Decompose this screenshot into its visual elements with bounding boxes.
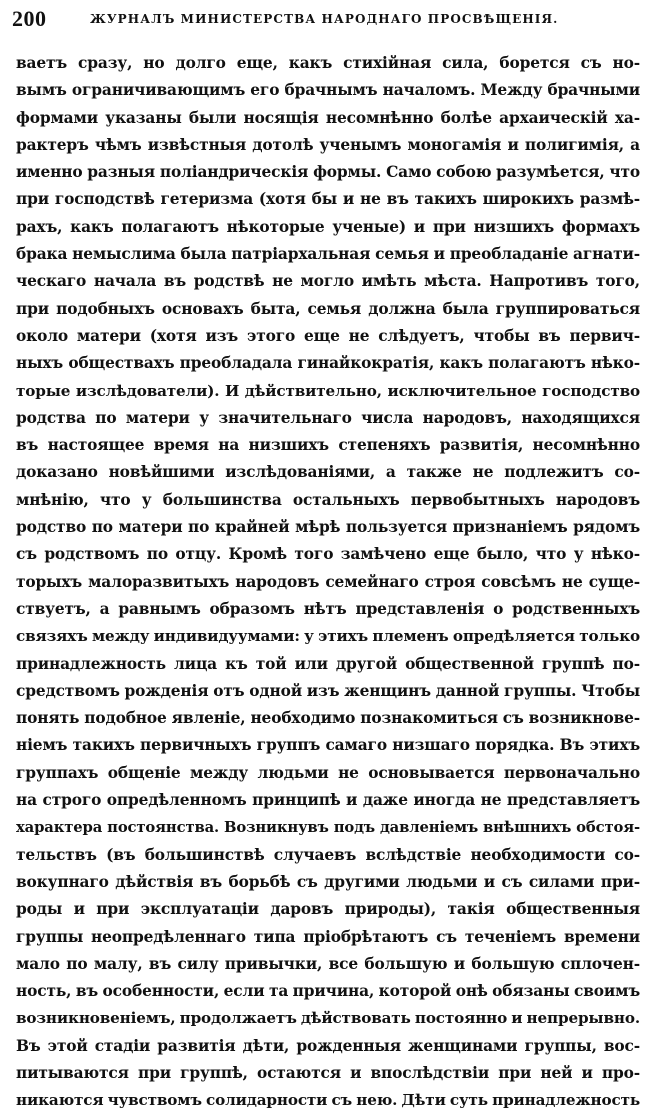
text-line: доказано новѣйшими изслѣдованіями, а также не подлежитъ со-	[16, 463, 640, 482]
text-line: группы неопредѣленнаго типа пріобрѣтаютъ съ теченіемъ времени	[16, 927, 640, 946]
text-line: родство по матери по крайней мѣрѣ пользуется признаніемъ рядомъ	[16, 518, 640, 537]
text-line: на строго опредѣленномъ принципѣ и даже иногда не представляетъ	[16, 791, 640, 810]
text-line: принадлежность лица къ той или другой общественной группѣ по-	[16, 654, 640, 673]
text-line: родства по матери у значительнаго числа народовъ, находящихся	[16, 408, 640, 427]
text-line: вокупнаго дѣйствія въ борьбѣ съ другими людьми и съ силами при-	[16, 872, 640, 891]
body-paragraph	[16, 50, 640, 1115]
text-line: въ настоящее время на низшихъ степеняхъ развитія, несомнѣнно	[16, 436, 640, 455]
text-line: ваетъ сразу, но долго еще, какъ стихійная сила, борется съ но-	[16, 54, 640, 72]
text-line: формами указаны были носящія несомнѣнно болѣе архаическій ха-	[16, 108, 640, 127]
text-line: брака немыслима была патріархальная семья и преобладаніе агнати-	[16, 245, 640, 264]
text-line: вымъ ограничивающимъ его брачнымъ началомъ. Между брачными	[16, 81, 640, 100]
text-line: ческаго начала въ родствѣ не могло имѣть мѣста. Напротивъ того,	[16, 272, 640, 291]
text-line: тельствъ (въ большинствѣ случаевъ вслѣдствіе необходимости со-	[16, 845, 640, 864]
text-line: ныхъ обществахъ преобладала гинайкократія, какъ полагаютъ нѣко-	[16, 354, 640, 373]
text-line: ность, въ особенности, если та причина, которой онѣ обязаны своимъ	[16, 982, 640, 1001]
text-line: рахъ, какъ полагаютъ нѣкоторые ученые) и при низшихъ формахъ	[16, 217, 640, 236]
text-line: никаются чувствомъ солидарности съ нею. Дѣти суть принадлежность	[16, 1091, 640, 1110]
text-line: понять подобное явленіе, необходимо познакомиться съ возникнове-	[16, 709, 640, 728]
text-line: Въ этой стадіи развитія дѣти, рожденныя женщинами группы, вос-	[16, 1036, 640, 1055]
text-line: при господствѣ гетеризма (хотя бы и не въ такихъ широкихъ размѣ-	[16, 190, 640, 209]
text-line: ствуетъ, а равнымъ образомъ нѣтъ представленія о родственныхъ	[16, 599, 640, 618]
text-line: питываются при группѣ, остаются и впослѣдствіи при ней и про-	[16, 1063, 640, 1082]
text-line: около матери (хотя изъ этого еще не слѣдуетъ, чтобы въ первич-	[16, 326, 640, 345]
text-line: группахъ общеніе между людьми не основывается первоначально	[16, 763, 640, 782]
page-number: 200	[12, 6, 47, 31]
text-line: мало по малу, въ силу привычки, все большую и большую сплочен-	[16, 954, 640, 973]
text-line: связяхъ между индивидуумами: у этихъ племенъ опредѣляется только	[16, 627, 640, 646]
text-line: торые изслѣдователи). И дѣйствительно, исключительное господство	[16, 381, 640, 400]
text-line: при подобныхъ основахъ быта, семья должна была группироваться	[16, 299, 640, 318]
text-line: средствомъ рожденія отъ одной изъ женщинъ данной группы. Чтобы	[16, 681, 640, 700]
text-line: именно разныя поліандрическія формы. Само собою разумѣется, что	[16, 163, 640, 182]
text-line: характера постоянства. Возникнувъ подъ давленіемъ внѣшнихъ обстоя-	[16, 819, 640, 837]
page-header	[12, 4, 632, 34]
text-line: торыхъ малоразвитыхъ народовъ семейнаго строя совсѣмъ не суще-	[16, 572, 640, 591]
text-line: мнѣнію, что у большинства остальныхъ первобытныхъ народовъ	[16, 490, 640, 509]
text-line: рактеръ чѣмъ извѣстныя дотолѣ ученымъ моногамія и полигимія, а	[16, 135, 640, 154]
running-title: ЖУРНАЛЪ МИНИСТЕРСТВА НАРОДНАГО ПРОСВѢЩЕНІЯ.	[90, 12, 559, 26]
text-line: съ родствомъ по отцу. Кромѣ того замѣчено еще было, что у нѣко-	[16, 545, 640, 564]
text-line: роды и при эксплуатаціи даровъ природы), такія общественныя	[16, 900, 640, 919]
text-line: ніемъ такихъ первичныхъ группъ самаго низшаго порядка. Въ этихъ	[16, 736, 640, 755]
text-line: возникновеніемъ, продолжаетъ дѣйствовать постоянно и непрерывно.	[16, 1009, 640, 1028]
